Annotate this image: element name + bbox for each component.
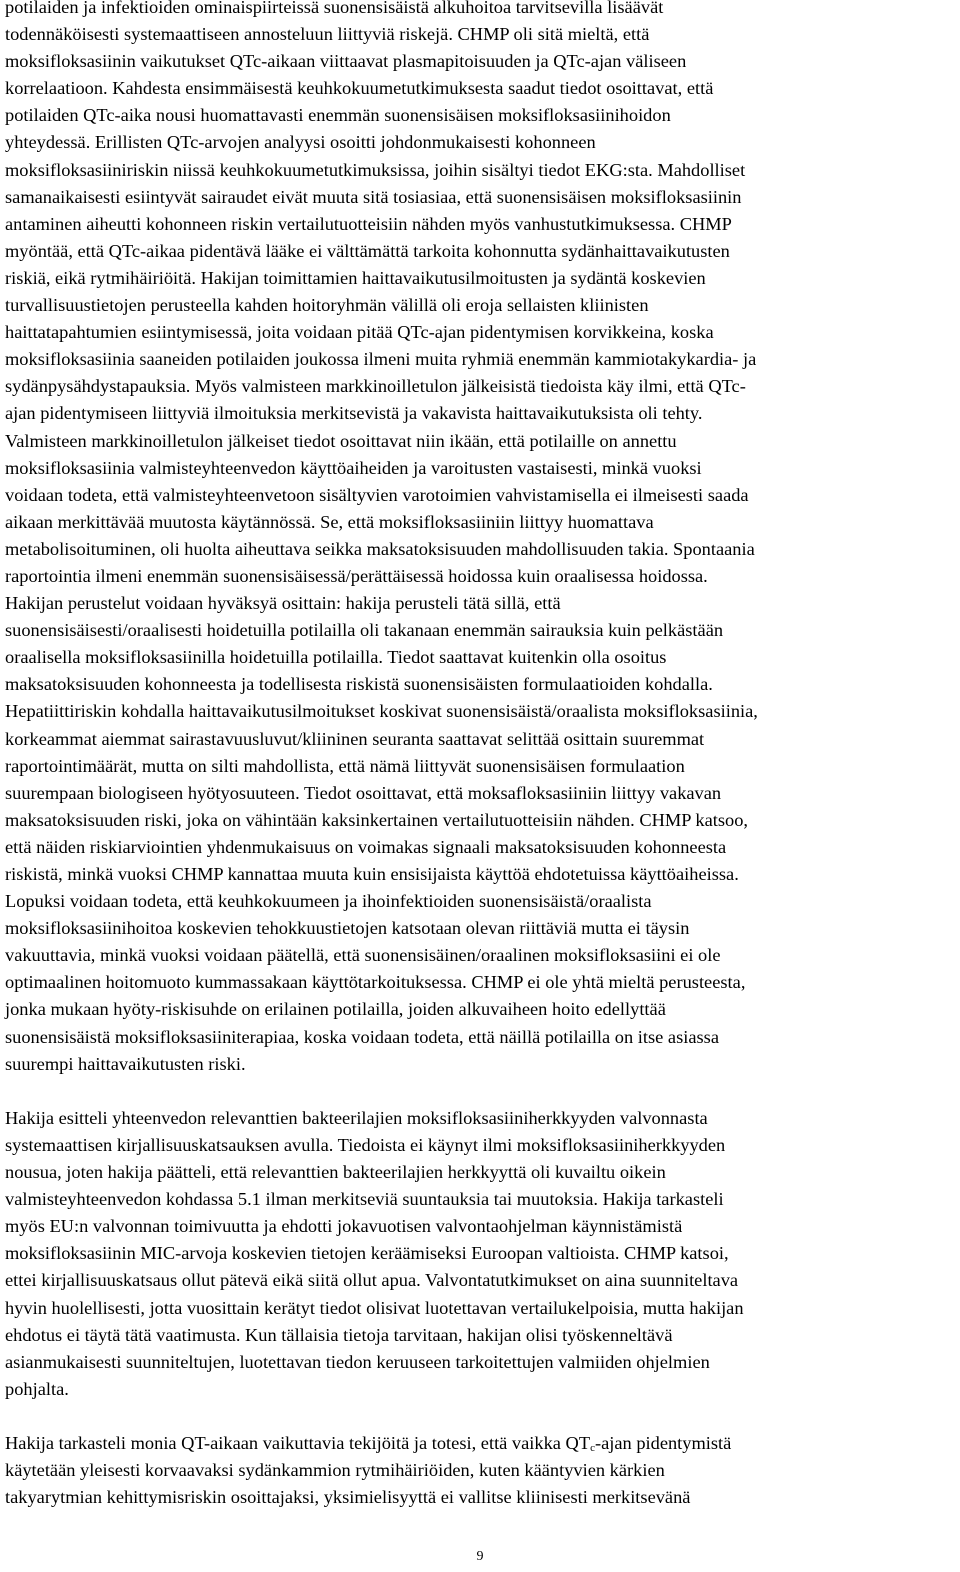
text-line: optimaalinen hoitomuoto kummassakaan käyttötarkoituksessa. CHMP ei ole yhtä mieltä perusteesta, [5, 972, 746, 993]
text-line: nousua, joten hakija päätteli, että relevanttien bakteerilajien herkkyyttä oli kuvailtu oikein [5, 1162, 666, 1183]
text-line: että näiden riskiarviointien yhdenmukaisuus on voimakas signaali maksatoksisuuden kohonneesta [5, 836, 727, 857]
text-line: antaminen aiheutti kohonneen riskin vertailutuotteisiin nähden myös vanhustutkimuksessa. CHMP [5, 213, 732, 234]
page-number: 9 [476, 1549, 484, 1564]
text-line: Hakija esitteli yhteenvedon relevanttien bakteerilajien moksifloksasiiniherkkyyden valvonnasta [5, 1107, 708, 1128]
paragraph-gap [5, 1403, 957, 1430]
text-line: ajan pidentymiseen liittyviä ilmoituksia merkitsevistä ja vakavista haittavaikutuksista oli tehty. [5, 403, 703, 424]
text-line: Valmisteen markkinoilletulon jälkeiset tiedot osoittavat niin ikään, että potilaille on annettu [5, 430, 677, 451]
text-line: moksifloksasiiniriskin niissä keuhkokuumetutkimuksissa, joihin sisältyi tiedot EKG:sta. Mahdolliset [5, 159, 746, 180]
text-line: potilaiden QTc-aika nousi huomattavasti enemmän suonensisäisen moksifloksasiinihoidon [5, 105, 671, 126]
text-line: oraalisella moksifloksasiinilla hoidetuilla potilailla. Tiedot saattavat kuitenkin olla osoitus [5, 647, 667, 668]
text-line: ettei kirjallisuuskatsaus ollut pätevä eikä siitä ollut apua. Valvontatutkimukset on aina suunniteltava [5, 1270, 739, 1291]
text-line: suonensisäisesti/oraalisesti hoidetuilla potilailla oli takanaan enemmän sairauksia kuin pelkästään [5, 620, 724, 641]
text-line: jonka mukaan hyöty-riskisuhde on erilainen potilailla, joiden alkuvaiheen hoito edellyttää [5, 999, 666, 1020]
text-line: haittatapahtumien esiintymisessä, joita voidaan pitää QTc-ajan pidentymisen korvikkeina, koska [5, 322, 714, 343]
text-line: yhteydessä. Erillisten QTc-arvojen analyysi osoitti johdonmukaisesti kohonneen [5, 132, 596, 153]
text-line [5, 1430, 957, 1457]
text-line: Hepatiittiriskin kohdalla haittavaikutusilmoitukset koskivat suonensisäistä/oraalista moksifloksasiinia, [5, 701, 758, 722]
text-line: todennäköisesti systemaattiseen annosteluun liittyviä riskejä. CHMP oli sitä mieltä, että [5, 24, 650, 45]
text-line: takyarytmian kehittymisriskin osoittajaksi, yksimielisyyttä ei vallitse kliinisesti merkitsevänä [5, 1487, 691, 1508]
text-line: valmisteyhteenvedon kohdassa 5.1 ilman merkitseviä suuntauksia tai muutoksia. Hakija tarkasteli [5, 1189, 724, 1210]
text-line: moksifloksasiinin vaikutukset QTc-aikaan viittaavat plasmapitoisuuden ja QTc-ajan väliseen [5, 51, 687, 72]
text-line: myös EU:n valvonnan toimivuutta ja ehdotti jokavuotisen valvontaohjelman käynnistämistä [5, 1216, 683, 1237]
text-line: moksifloksasiinin MIC-arvoja koskevien tietojen keräämiseksi Euroopan valtioista. CHMP katsoi, [5, 1243, 729, 1264]
text-line: korkeammat aiemmat sairastavuusluvut/kliininen seuranta saattavat selittää osittain suuremmat [5, 728, 705, 749]
text-line: riskistä, minkä vuoksi CHMP kannattaa muuta kuin ensisijaista käyttöä ehdotetuissa käyttöaiheissa. [5, 864, 739, 884]
document-body [5, 0, 957, 1511]
subscript-c: c [590, 1441, 595, 1454]
paragraph-qtc-risk [5, 0, 957, 1078]
text-line: raportointia ilmeni enemmän suonensisäisessä/perättäisessä hoidossa kuin oraalisessa hoidossa. [5, 565, 708, 586]
paragraph-susceptibility-monitoring [5, 1105, 957, 1403]
text-line: Lopuksi voidaan todeta, että keuhkokuumeen ja ihoinfektioiden suonensisäistä/oraalista [5, 891, 652, 912]
text-line: myöntää, että QTc-aikaa pidentävä lääke ei välttämättä tarkoita kohonnutta sydänhaittavaikutusten [5, 240, 730, 261]
text-segment: Hakija tarkasteli monia QT-aikaan vaikuttavia tekijöitä ja totesi, että vaikka QT [5, 1432, 591, 1453]
text-line: aikaan merkittävää muutosta käytännössä. Se, että moksifloksasiiniin liittyy huomattava [5, 511, 654, 532]
text-line: voidaan todeta, että valmisteyhteenvetoon sisältyvien varotoimien vahvistamisella ei ilmeisesti saada [5, 484, 749, 505]
text-line: metabolisoituminen, oli huolta aiheuttava seikka maksatoksisuuden mahdollisuuden takia. Spontaania [5, 538, 755, 559]
text-line: vakuuttavia, minkä vuoksi voidaan päätellä, että suonensisäinen/oraalinen moksifloksasiini ei ole [5, 945, 721, 966]
text-line: moksifloksasiinihoitoa koskevien tehokkuustietojen katsotaan olevan riittäviä mutta ei täysin [5, 918, 690, 939]
text-line: moksifloksasiinia valmisteyhteenvedon käyttöaiheiden ja varoitusten vastaisesti, minkä vuoksi [5, 457, 702, 478]
text-line: käytetään yleisesti korvaavaksi sydänkammion rytmihäiriöiden, kuten kääntyvien kärkien [5, 1460, 665, 1481]
text-line: suonensisäistä moksifloksasiiniterapiaa, koska voidaan todeta, että näillä potilailla on itse asiassa [5, 1026, 719, 1047]
text-line: asianmukaisesti suunniteltujen, luotettavan tiedon keruuseen tarkoitettujen valmiiden ohjelmien [5, 1351, 710, 1372]
text-line: riskiä, eikä rytmihäiriöitä. Hakijan toimittamien haittavaikutusilmoitusten ja sydäntä koskevien [5, 267, 706, 288]
text-line: maksatoksisuuden riski, joka on vähintään kaksinkertainen vertailutuotteisiin nähden. CHMP katsoo, [5, 809, 748, 830]
text-line: Hakijan perustelut voidaan hyväksyä osittain: hakija perusteli tätä sillä, että [5, 593, 561, 614]
text-line: hyvin huolellisesti, jotta vuosittain kerätyt tiedot olisivat luotettavan vertailukelpoisia, mutta hakijan [5, 1297, 744, 1318]
text-line: suurempi haittavaikutusten riski. [5, 1053, 246, 1074]
text-segment: -ajan pidentymistä [594, 1432, 732, 1453]
text-line: sydänpysähdystapauksia. Myös valmisteen markkinoilletulon jälkeisistä tiedoista käy ilmi, että QTc- [5, 376, 746, 397]
text-line: korrelaatioon. Kahdesta ensimmäisestä keuhkokuumetutkimuksesta saadut tiedot osoittavat, että [5, 78, 714, 99]
text-line: samanaikaisesti esiintyvät sairaudet eivät muuta sitä tosiasiaa, että suonensisäisen moksifloksasiinin [5, 186, 742, 207]
text-line: suurempaan biologiseen hyötyosuuteen. Tiedot osoittavat, että moksafloksasiiniin liittyy vakavan [5, 782, 722, 803]
text-line: moksifloksasiinia saaneiden potilaiden joukossa ilmeni muita ryhmiä enemmän kammiotakykardia- ja [5, 349, 757, 370]
paragraph-gap [5, 1078, 957, 1105]
text-line: potilaiden ja infektioiden ominaispiirteissä suonensisäistä alkuhoitoa tarvitsevilla lisäävät [5, 0, 664, 17]
text-line: ehdotus ei täytä tätä vaatimusta. Kun tällaisia tietoja tarvitaan, hakijan olisi työskenneltävä [5, 1324, 673, 1345]
text-line: systemaattisen kirjallisuuskatsauksen avulla. Tiedoista ei käynyt ilmi moksifloksasiiniherkkyyden [5, 1134, 726, 1155]
text-line: turvallisuustietojen perusteella kahden hoitoryhmän välillä oli eroja sellaisten kliinisten [5, 295, 649, 316]
text-line: maksatoksisuuden kohonneesta ja todellisesta riskistä suonensisäisten formulaatioiden kohdalla. [5, 674, 713, 695]
paragraph-qt-factors [5, 1430, 957, 1511]
text-line: pohjalta. [5, 1378, 69, 1399]
text-line: raportointimäärät, mutta on silti mahdollista, että nämä liittyvät suonensisäisen formulaation [5, 755, 685, 776]
